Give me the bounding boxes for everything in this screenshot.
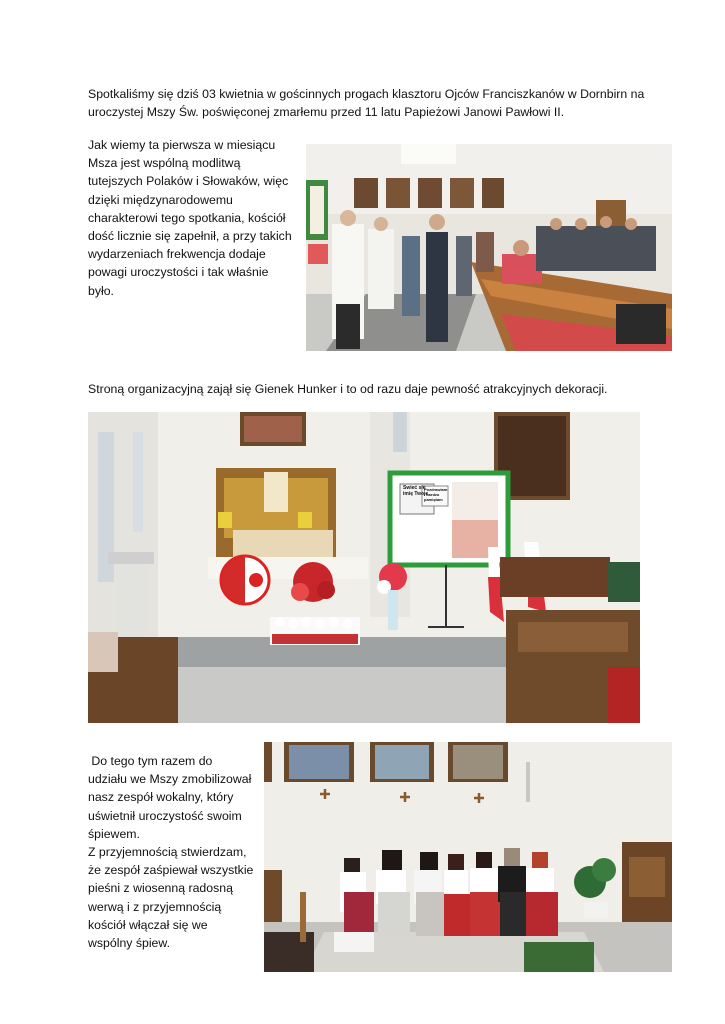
- text-line: uświetnił uroczystość swoim: [88, 808, 242, 823]
- text-line: charakterowi tego spotkania, kościół: [88, 210, 286, 225]
- text-line: było.: [88, 283, 114, 298]
- text-line: dzięki międzynarodowemu: [88, 192, 233, 207]
- paragraph-mass-description: [88, 136, 300, 300]
- text-line: nasz zespół wokalny, który: [88, 790, 234, 805]
- photo-vocal-ensemble: [264, 742, 672, 972]
- text-line: udziału we Mszy zmobilizował: [88, 772, 252, 787]
- intro-paragraph: [88, 85, 658, 121]
- text-line: wydarzeniach frekwencja dodaje: [88, 247, 266, 262]
- paragraph-choir: [88, 752, 264, 952]
- intro-line-1: Spotkaliśmy się dziś 03 kwietnia w gościnnych progach klasztoru Ojców Franciszkanów w Dornbirn na: [88, 87, 645, 101]
- text-line: wspólny śpiew.: [88, 936, 171, 951]
- text-line: powagi uroczystości i tak właśnie: [88, 265, 269, 280]
- text-line: Do tego tym razem do: [88, 754, 213, 768]
- text-line: dość licznie się zapełnił, a przy takich: [88, 229, 292, 244]
- text-line: Jak wiemy ta pierwsza w miesiącu: [88, 138, 276, 152]
- paragraph-organization: [88, 380, 668, 398]
- text-line: tutejszych Polaków i Słowaków, więc: [88, 174, 289, 189]
- sign-right-text: Pozdrawiam i bardzo pamiętam: [424, 487, 448, 502]
- text-line: werwą i z przyjemnością: [88, 899, 222, 914]
- intro-line-2: uroczystej Mszy Św. poświęconej zmarłemu przed 11 latu Papieżowi Janowi Pawłowi II.: [88, 105, 565, 120]
- text-line: że zespół zaśpiewał wszystkie: [88, 863, 254, 878]
- photo-altar-decorations: [88, 412, 640, 723]
- sign-left-text: Swieć się imię Twoje: [403, 485, 429, 497]
- text-line: kościół włączał się we: [88, 917, 208, 932]
- text-line: pieśni z wiosenną radosną: [88, 881, 233, 896]
- text-line: Stroną organizacyjną zajął się Gienek Hunker i to od razu daje pewność atrakcyjnych dekoracji.: [88, 382, 608, 396]
- text-line: śpiewem.: [88, 826, 140, 841]
- photo-church-congregation: [306, 144, 672, 351]
- text-line: Z przyjemnością stwierdzam,: [88, 845, 247, 860]
- text-line: Msza jest wspólną modlitwą: [88, 156, 241, 171]
